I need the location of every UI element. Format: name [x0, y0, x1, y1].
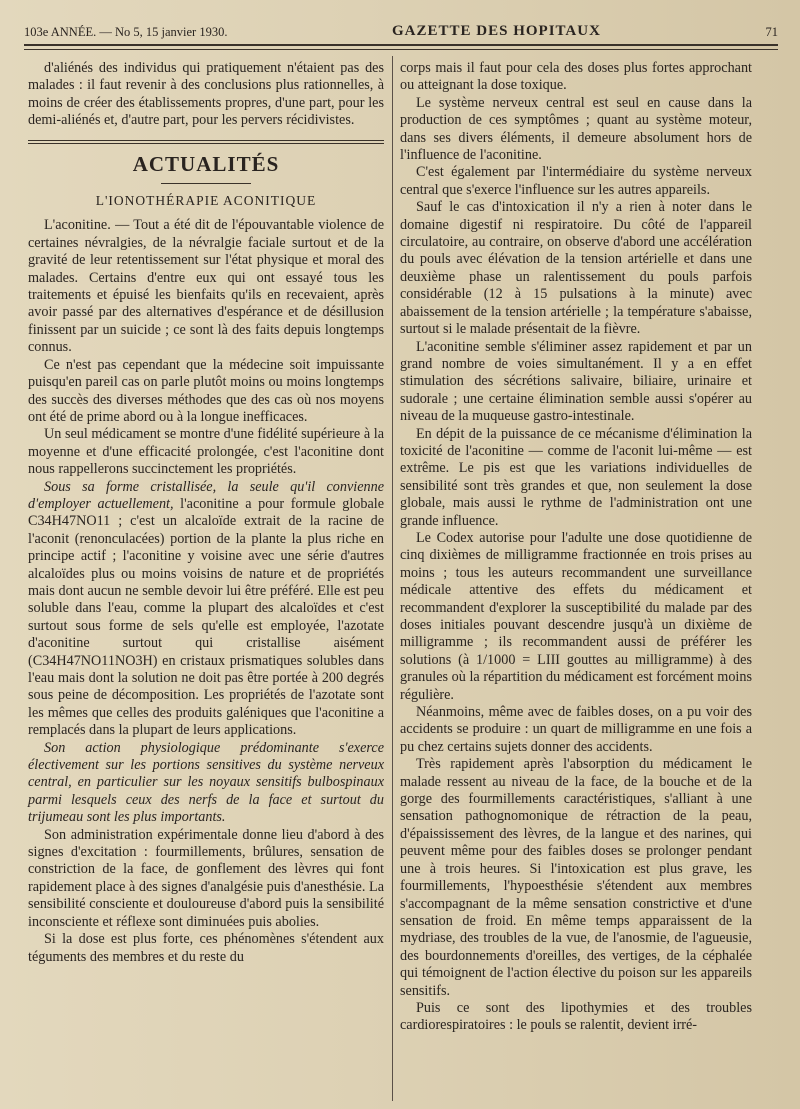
title-underline [161, 183, 251, 184]
paragraph: corps mais il faut pour cela des doses plus fortes approchant ou atteignant la dose toxique. [400, 60, 752, 94]
paragraph: Sauf le cas d'intoxication il n'y a rien à noter dans le domaine digestif ni respiratoire. Du côté de l'appareil circulatoire, au contraire, on observe d'abord une accélération du pouls avec élévation de la tension artérielle et dans une deuxième phase un ralentissement du pouls parfois considérable (12 à 15 pulsations à la minute) avec abaissement de la tension artérielle ; la température s'abaisse, surtout si le malade présentait de la fièvre. [400, 199, 752, 338]
journal-title: GAZETTE DES HOPITAUX [392, 23, 601, 39]
paragraph: En dépit de la puissance de ce mécanisme d'élimination la toxicité de l'aconitine — comme de l'aconit lui-même — est extrême. Le pis est que les variations individuelles de sensibilité sont très grandes et que, non seulement la dose globale, mais aussi le rythme de l'administration ont une grande influence. [400, 425, 752, 529]
page-header [24, 16, 778, 40]
italic-lead: Sous sa forme cristallisée, la seule qu'il convienne d'employer actuellement, [28, 478, 384, 512]
header-rule [24, 44, 778, 50]
intro-paragraph: d'aliénés des individus qui pratiquement n'étaient pas des malades : il faut revenir à des conclusions plus rationnelles, à moins de créer des établissements propres, d'une part, pour les demi-aliénés et, d'autre part, pour les pervers récidivistes. [28, 60, 384, 129]
paragraph: L'aconitine semble s'éliminer assez rapidement et par un grand nombre de voies simultanément. Il y a en effet stimulation des sécrétions salivaire, biliaire, urinaire et sudorale ; une certaine élimination semble aussi s'opérer au niveau de la muqueuse gastro-intestinale. [400, 338, 752, 425]
right-column [400, 60, 752, 1035]
section-rule [28, 140, 384, 144]
paragraph: Néanmoins, même avec de faibles doses, on a pu voir des accidents se produire : un quart de milligramme en une fois a pu chez certains sujets donner des accidents. [400, 704, 752, 755]
paragraph: Ce n'est pas cependant que la médecine soit impuissante puisqu'en pareil cas on parle plutôt moins ou moins longtemps des succès des diverses méthodes que des cas où nos moyens ont été de prime abord ou à la longue inefficaces. [28, 356, 384, 425]
italic-paragraph [28, 740, 384, 827]
paragraph: Le système nerveux central est seul en cause dans la production de ces symptômes ; quant au système moteur, dans ses divers éléments, il demeure absolument hors de l'influence de l'aconitine. [400, 94, 752, 164]
paragraph: L'aconitine. — Tout a été dit de l'épouvantable violence de certaines névralgies, de la névralgie faciale surtout et de la gravité de leur retentissement sur l'état physique et moral des malades. Certains d'entre eux qui ont essayé tous les traitements et épuisé les bienfaits qu'ils en recevaient, après avoir passé par des alternatives d'espérance et de désillusion finissent par un suicide ; ce sont là des faits depuis longtemps connus. [28, 217, 384, 356]
paragraph-text: l'aconitine a pour formule globale C34H47NO11 ; c'est un alcaloïde extrait de la racine de l'aconit (renonculacées) portion de la plante la plus riche en principe actif ; l'aconitine y voisine avec une série d'autres alcaloïdes plus ou moins voisins de nature et de propriétés mais dont aucun ne semble devoir lui être préféré. Elle est peu soluble dans l'eau, comme la plupart des alcaloïdes et c'est surtout sous forme de sels qu'elle est employée, l'azotate d'aconitine surtout qui cristallise aisément (C34H47NO11NO3H) en cristaux prismatiques solubles dans l'eau mais dont la solution ne doit pas être portée à 200 degrés sous peine de décomposition. Les propriétés de l'azotate sont les mêmes que celles des produits galéniques que l'aconitine a remplacés dans la plupart de leurs applications. [28, 495, 384, 739]
paragraph: C'est également par l'intermédiaire du système nerveux central que s'exerce l'influence sur les autres appareils. [400, 164, 752, 198]
paragraph [28, 479, 384, 740]
paragraph: Le Codex autorise pour l'adulte une dose quotidienne de cinq dixièmes de milligramme fractionnée en trois prises au moins ; tous les auteurs recommandent une surveillance médicale attentive des effets du médicament et recommandent d'explorer la susceptibilité du malade par des doses initiales pouvant descendre jusqu'à un dixième de milligramme ; ils recommandent aussi de préférer les solutions (à 1/1000 = LIII gouttes au milligramme) à des granules où la répartition du médicament est forcément moins régulière. [400, 529, 752, 703]
paragraph: Son administration expérimentale donne lieu d'abord à des signes d'excitation : fourmillements, brûlures, sensation de constriction de la face, de gonflement des lèvres qui font rapidement place à des signes d'analgésie puis d'anesthésie. La sensibilité consciente et douloureuse d'abord puis la sensibilité inconsciente et réflexe sont diminuées puis abolies. [28, 826, 384, 930]
left-column [28, 60, 384, 966]
section-title: ACTUALITÉS [132, 151, 280, 176]
paragraph: Très rapidement après l'absorption du médicament le malade ressent au niveau de la face, de la bouche et de la gorge des fourmillements caractéristiques, s'alliant à une sensation pathognomonique de rétraction de la peau, d'épaississement des lèvres, de la langue et des narines, qui peuvent même pour des faibles doses se prolonger pendant une à trois heures. Si l'intoxication est plus grave, les fourmillements, l'hypoesthésie s'étendent aux membres s'accompagnant de la même sensation constrictive et d'une sensation de froid. En même temps apparaissent de la mydriase, des troubles de la vue, de l'anosmie, de l'agueusie, des bourdonnements d'oreilles, des vertiges, de la céphalée qui témoignent de l'action élective du poison sur les appareils sensitifs. [400, 756, 752, 999]
paragraph: Puis ce sont des lipothymies et des troubles cardiorespiratoires : le pouls se ralentit, devient irré- [400, 999, 752, 1034]
page-number: 71 [765, 25, 778, 39]
article-title: L'IONOTHÉRAPIE ACONITIQUE [95, 193, 317, 209]
issue-info: 103e ANNÉE. — No 5, 15 janvier 1930. [24, 25, 228, 39]
paragraph: Un seul médicament se montre d'une fidélité supérieure à la moyenne et d'une efficacité prolongée, c'est l'aconitine dont nous rappellerons succinctement les propriétés. [28, 426, 384, 478]
italic-text: Son action physiologique prédominante s'exerce électivement sur les portions sensitives du système nerveux central, en particulier sur les noyaux sensitifs bulbospinaux parmi lesquels ceux des nerfs de la face et surtout du trijumeau sont les plus importants. [28, 739, 384, 826]
column-divider [392, 56, 393, 1101]
paragraph: Si la dose est plus forte, ces phénomènes s'étendent aux téguments des membres et du reste du [28, 931, 384, 965]
